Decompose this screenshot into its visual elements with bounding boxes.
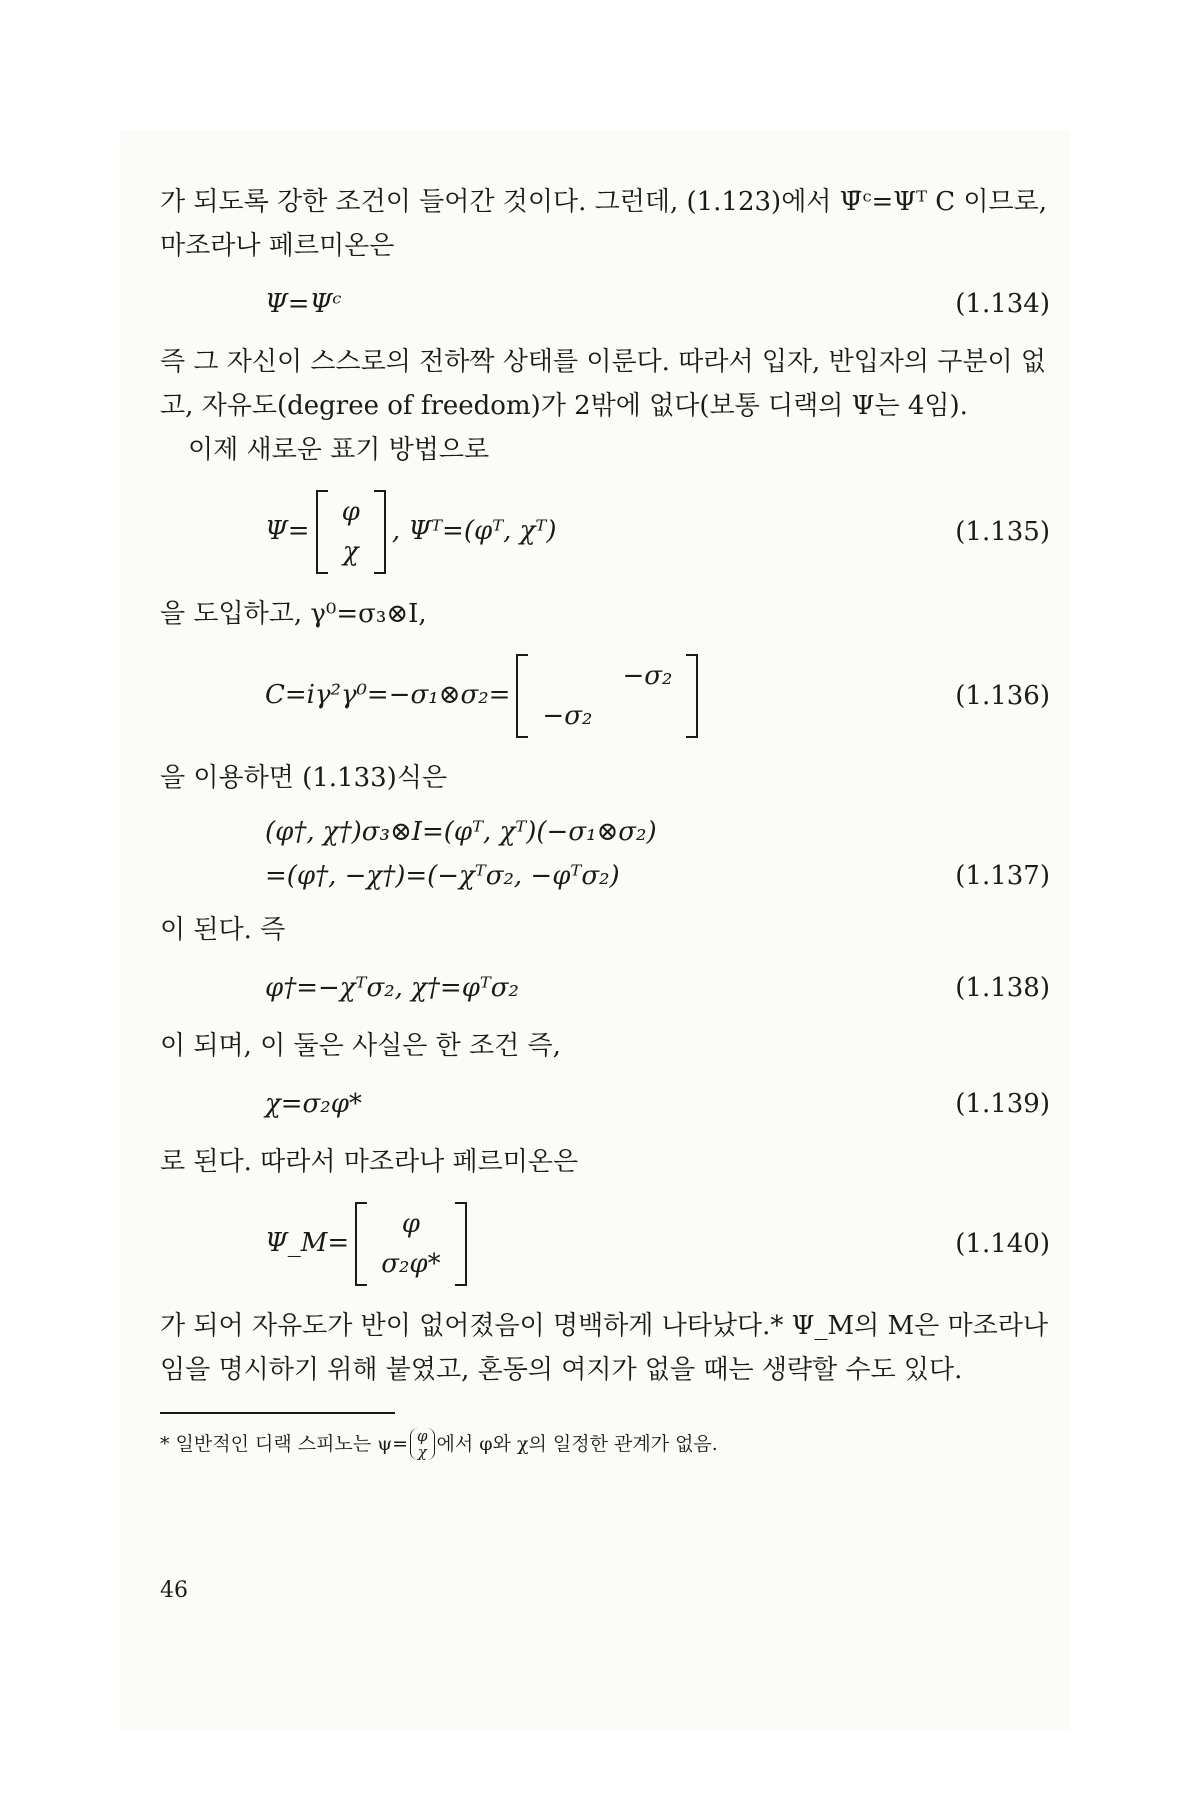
matrix-entry-bottom: σ₂φ* (381, 1249, 441, 1279)
paragraph-one-condition: 이 되며, 이 둘은 사실은 한 조건 즉, (160, 1031, 561, 1061)
equation-lhs (160, 654, 704, 738)
equation-number: (1.136) (955, 681, 1050, 711)
footnote-suffix: 에서 φ와 χ의 일정한 관계가 없음. (436, 1433, 718, 1455)
equation-lhs: Ψ=Ψᶜ (265, 289, 342, 319)
paragraph-becomes: 이 된다. 즉 (160, 915, 286, 945)
equation-1-134 (160, 282, 1070, 326)
paragraph-intro: 가 되도록 강한 조건이 들어간 것이다. 그런데, (1.123)에서 Ψ̄ᶜ=Ψᵀ C 이므로, 마조라나 페르미온은 (160, 187, 1048, 261)
matrix-entry-top: φ (401, 1209, 421, 1239)
equation-lhs-left: C=iγ²γ⁰=−σ₁⊗σ₂= (265, 680, 511, 710)
column-vector (355, 1202, 466, 1286)
right-bracket (374, 490, 386, 574)
paragraph-using: 을 이용하면 (1.133)식은 (160, 763, 448, 793)
matrix-cells (328, 490, 374, 574)
footnote-vector-bottom: χ (417, 1443, 427, 1461)
antidiagonal-matrix (516, 654, 698, 738)
footnote (160, 1428, 1070, 1460)
matrix-entry-bottom: χ (342, 537, 359, 567)
matrix-entry-top: φ (341, 497, 360, 527)
matrix-entry-bottom-left: −σ₂ (542, 701, 593, 731)
left-bracket (516, 654, 528, 738)
right-bracket (455, 1202, 467, 1286)
equation-lhs: φ†=−χᵀσ₂, χ†=φᵀσ₂ (265, 973, 519, 1003)
footnote-vector-top: φ (417, 1427, 428, 1445)
equation-lhs: χ=σ₂φ* (265, 1089, 362, 1119)
equation-lhs (160, 490, 556, 574)
equation-lhs-left: Ψ_M= (265, 1228, 350, 1258)
equation-lhs-left: Ψ= (265, 516, 310, 546)
footnote-prefix: * 일반적인 디랙 스피노는 ψ= (160, 1433, 409, 1455)
equation-1-136 (160, 654, 1070, 738)
matrix-cells (528, 654, 686, 738)
equation-number: (1.135) (955, 517, 1050, 547)
paragraph-degrees-of-freedom: 즉 그 자신이 스스로의 전하짝 상태를 이룬다. 따라서 입자, 반입자의 구분이 없고, 자유도(degree of freedom)가 2밖에 없다(보통 디랙의 Ψ는 4임). (160, 347, 1047, 421)
equation-number: (1.137) (955, 861, 1050, 891)
equation-1-137 (160, 810, 1070, 898)
equation-number: (1.134) (955, 289, 1050, 319)
equation-1-140 (160, 1202, 1070, 1286)
footnote-rule (160, 1412, 395, 1414)
equation-line (160, 854, 1070, 898)
column-vector (316, 490, 386, 574)
paragraph-introduce: 을 도입하고, γ⁰=σ₃⊗I, (160, 599, 427, 629)
page-number: 46 (160, 1578, 188, 1603)
equation-1-135 (160, 490, 1070, 574)
paragraph-conclusion: 가 되어 자유도가 반이 없어졌음이 명백하게 나타났다.* Ψ_M의 M은 마조라나임을 명시하기 위해 붙였고, 혼동의 여지가 없을 때는 생략할 수도 있다. (160, 1311, 1048, 1385)
footnote-vector (410, 1428, 435, 1460)
equation-line-2: =(φ†, −χ†)=(−χᵀσ₂, −φᵀσ₂) (265, 861, 620, 891)
matrix-cells (367, 1202, 454, 1286)
right-bracket (686, 654, 698, 738)
left-bracket (316, 490, 328, 574)
equation-line (160, 810, 1070, 854)
equation-number: (1.140) (955, 1229, 1050, 1259)
equation-1-139 (160, 1082, 1070, 1126)
equation-1-138 (160, 966, 1070, 1010)
paragraph-majorana: 로 된다. 따라서 마조라나 페르미온은 (160, 1147, 579, 1177)
page-content (160, 180, 1070, 1460)
paragraph-new-notation: 이제 새로운 표기 방법으로 (188, 435, 490, 465)
equation-number: (1.138) (955, 973, 1050, 1003)
matrix-entry-top-right: −σ₂ (622, 661, 673, 691)
equation-line-1: (φ†, χ†)σ₃⊗I=(φᵀ, χᵀ)(−σ₁⊗σ₂) (265, 817, 657, 847)
equation-lhs (160, 1202, 473, 1286)
equation-number: (1.139) (955, 1089, 1050, 1119)
left-bracket (355, 1202, 367, 1286)
equation-lhs-right: , Ψᵀ=(φᵀ, χᵀ) (391, 516, 557, 546)
